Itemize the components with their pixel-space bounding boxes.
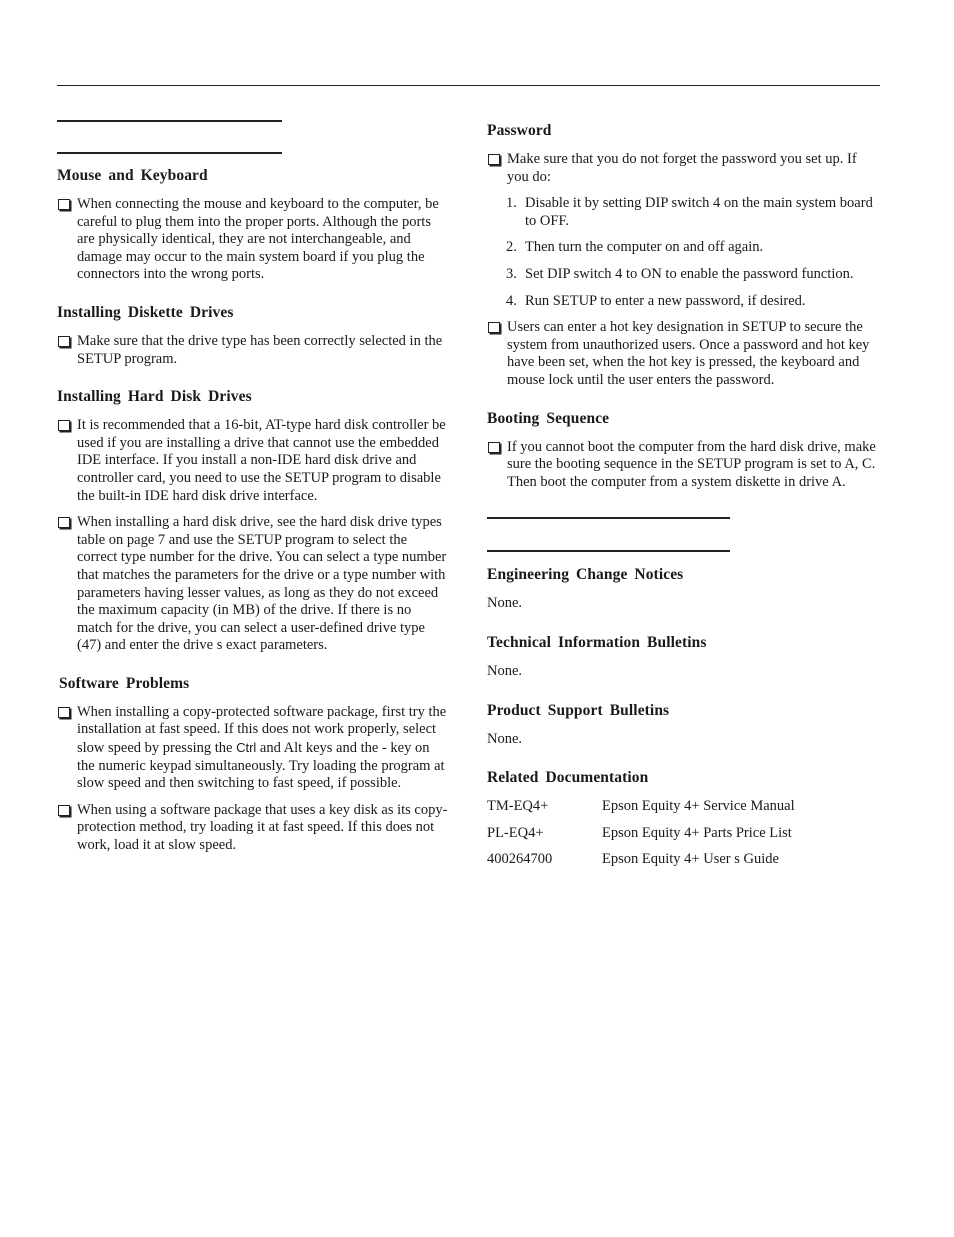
psb-text: None.: [487, 730, 523, 747]
list-item: When installing a hard disk drive, see the hard disk drive types table on page 7 and use the SETUP program to select the correct type number for the drive. You can select a type number that matches the parameters for the drive or a type number with parameters having lesser values, as long as they do not exceed the maximum capacity (in MB) of the drive. If there is no match for the drive, you can select a user-defined drive type (47) and enter the drive s exact parameters.: [57, 514, 449, 655]
section-rule: [57, 120, 282, 122]
doc-row: [487, 798, 882, 816]
list-item: Users can enter a hot key designation in SETUP to secure the system from unauthorized users. Once a password and hot key have been set, when the hot key is pressed, the keyboard and mouse lock until the user enters the password.: [487, 319, 882, 389]
heading-engineering-change-notices: Engineering Change Notices: [487, 566, 684, 584]
heading-password: Password: [487, 122, 552, 139]
section-rule: [487, 517, 730, 519]
ctrl-key-label: Ctrl: [236, 740, 257, 756]
doc-row: [487, 851, 882, 869]
checkbox-bullet-icon: [58, 517, 70, 528]
doc-title: Epson Equity 4+ User s Guide: [602, 851, 779, 868]
numbered-step: 3. Set DIP switch 4 to ON to enable the password function.: [506, 265, 854, 282]
list-item: When connecting the mouse and keyboard to the computer, be careful to plug them into the proper ports. Although the ports are physically identical, they are not interchangeable, and damage may occur to the main system board if you plug the connectors into the wrong ports.: [57, 196, 449, 284]
heading-product-support-bulletins: Product Support Bulletins: [487, 701, 670, 719]
list-item: If you cannot boot the computer from the hard disk drive, make sure the booting sequence in the SETUP program is set to A, C. Then boot the computer from a system diskette in drive A.: [487, 439, 882, 492]
heading-technical-information-bulletins: Technical Information Bulletins: [487, 633, 707, 651]
section-rule: [487, 550, 730, 552]
list-item: Make sure that the drive type has been correctly selected in the SETUP program.: [57, 333, 449, 368]
checkbox-bullet-icon: [488, 322, 500, 333]
heading-diskette-drives: Installing Diskette Drives: [57, 303, 234, 321]
checkbox-bullet-icon: [58, 805, 70, 816]
list-item: When using a software package that uses a key disk as its copy-protection method, try loading it at fast speed. If this does not work, load it at slow speed.: [57, 802, 449, 855]
checkbox-bullet-icon: [58, 336, 70, 347]
list-item: Make sure that you do not forget the password you set up. If you do:: [487, 151, 882, 186]
section-rule: [57, 152, 282, 154]
checkbox-bullet-icon: [58, 707, 70, 718]
doc-code: TM-EQ4+: [487, 798, 549, 815]
header-rule: [57, 85, 880, 86]
doc-code: PL-EQ4+: [487, 824, 544, 841]
doc-title: Epson Equity 4+ Service Manual: [602, 798, 795, 815]
heading-related-documentation: Related Documentation: [487, 769, 649, 787]
list-item: When installing a copy-protected software package, first try the installation at fast speed. If this does not work properly, select slow speed by pressing the Ctrl and Alt keys and the - key on the numeric keypad simultaneously. Try loading the program at slow speed and then switching to fast speed, if possible.: [57, 704, 449, 793]
ecn-text: None.: [487, 595, 523, 612]
checkbox-bullet-icon: [488, 442, 500, 453]
checkbox-bullet-icon: [58, 199, 70, 210]
right-column: [487, 120, 882, 878]
heading-software-problems: Software Problems: [59, 674, 190, 692]
checkbox-bullet-icon: [58, 420, 70, 431]
numbered-step: 4. Run SETUP to enter a new password, if desired.: [506, 292, 806, 309]
list-item: It is recommended that a 16-bit, AT-type hard disk controller be used if you are installing a drive that cannot use the embedded IDE interface. If you install a non-IDE hard disk drive and controller card, you need to use the SETUP program to disable the built-in IDE hard disk drive interface.: [57, 417, 449, 505]
tib-text: None.: [487, 662, 523, 679]
checkbox-bullet-icon: [488, 154, 500, 165]
left-column: [57, 120, 449, 864]
numbered-step: 1. Disable it by setting DIP switch 4 on the main system board to OFF.: [506, 195, 873, 229]
heading-booting-sequence: Booting Sequence: [487, 409, 610, 427]
doc-title: Epson Equity 4+ Parts Price List: [602, 824, 792, 841]
doc-row: [487, 825, 882, 843]
heading-hard-disk-drives: Installing Hard Disk Drives: [57, 388, 252, 406]
heading-mouse-keyboard: Mouse and Keyboard: [57, 167, 208, 184]
numbered-step: 2. Then turn the computer on and off again.: [506, 239, 764, 256]
doc-code: 400264700: [487, 851, 553, 868]
